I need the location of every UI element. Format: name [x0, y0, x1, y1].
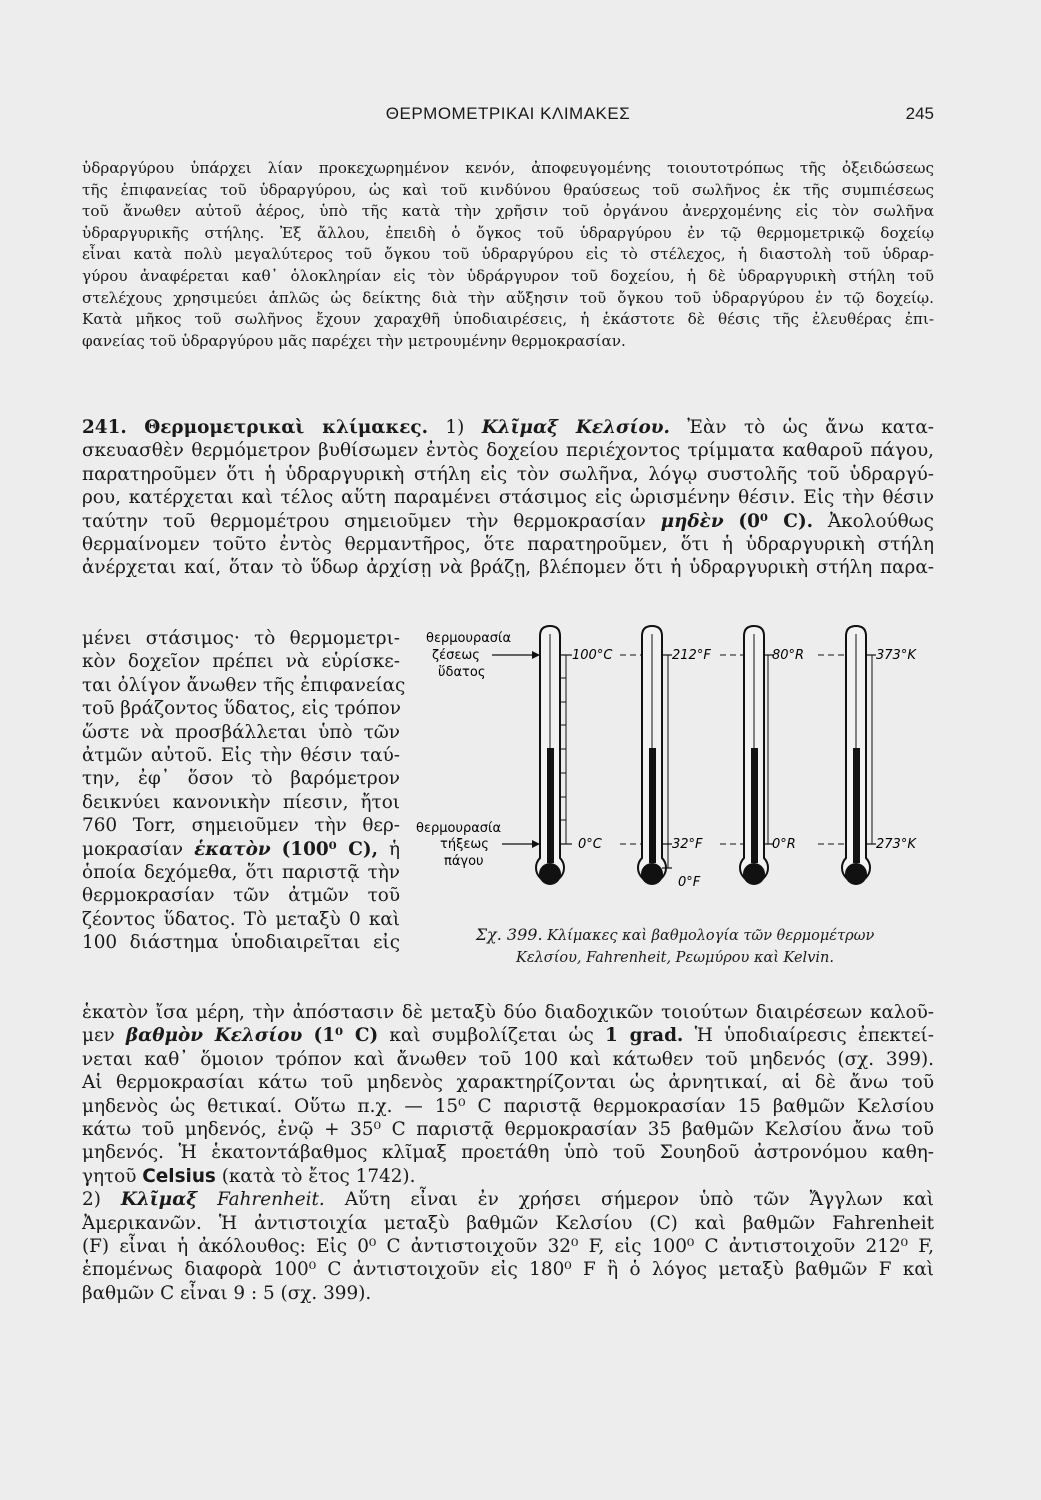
boiling-label-1: θερμουρασία [426, 631, 512, 646]
caption-line [410, 924, 940, 947]
section-heading-line [82, 416, 934, 439]
unit-one-degree: (1⁰ C) [313, 1025, 379, 1047]
text-fragment: μεν [82, 1025, 115, 1047]
text-line: ρου, κατέρχεται καὶ τέλος αὕτη παραμένει στάσιμος εἰς ὡρισμένην θέσιν. Εἰς τὴν θέσιν [82, 487, 934, 509]
fahrenheit-0-mark: 0°F [678, 875, 701, 890]
term-zero: μηδὲν [660, 510, 724, 532]
fahrenheit-212-mark: 212°F [672, 648, 711, 663]
text-line: ὁποία δεχόμεθα, ὅτι παριστᾷ τὴν [82, 862, 400, 884]
section-number: 241. [82, 417, 127, 438]
caption-number: Σχ. 399. [475, 925, 543, 944]
text-line: μηδενὸς ὡς θετικαί. Οὕτω π.χ. — 15⁰ C παριστᾷ θερμοκρασίαν 15 βαθμῶν Κελσίου [82, 1095, 934, 1117]
boiling-arrow-head [532, 651, 540, 659]
text-line: 760 Torr, σημειοῦμεν τὴν θερ- [82, 815, 400, 837]
text-fragment: ἡ [388, 838, 400, 860]
fahrenheit-thermometer [620, 626, 711, 890]
subsection-number: 1) [445, 417, 465, 438]
term-grad: 1 grad. [605, 1025, 684, 1047]
subsection-title: Κλῖμαξ [120, 1189, 198, 1211]
text-fragment: μοκρασίαν [82, 838, 184, 860]
boiling-label-3: ὕδατος [438, 665, 486, 680]
text-line [82, 1165, 934, 1188]
text-fragment: ταύτην τοῦ θερμομέτρου σημειοῦμεν τὴν θερμοκρασίαν [82, 510, 646, 532]
figure-caption [410, 924, 940, 969]
term-hundred: ἑκατὸν [194, 838, 271, 860]
wrapped-column [82, 627, 406, 955]
text-fragment: Ἐὰν τὸ ὡς ἄνω κατα- [687, 417, 934, 438]
kelvin-273-mark: 273°K [876, 837, 916, 852]
thermometer-figure [410, 620, 940, 920]
text-line: στελέχους χρησιμεύει ἁπλῶς ὡς δείκτης διὰ τὴν αὔξησιν τοῦ ὄγκου τοῦ ὑδραργύρου ἐν τῷ δοχείῳ. [82, 288, 934, 307]
term-celsius: Celsius [142, 1165, 216, 1187]
intro-paragraph [82, 158, 934, 352]
text-line [82, 510, 934, 533]
kelvin-thermometer [818, 626, 917, 885]
section-heading: Θερμομετρικαὶ κλίμακες. [144, 417, 429, 438]
celsius-100-mark: 100°C [572, 648, 613, 663]
subsection-number: 2) [82, 1189, 101, 1211]
reaumur-80-mark: 80°R [772, 648, 805, 663]
text-line: κάτω τοῦ μηδενός, ἐνῷ + 35⁰ C παριστᾷ θερμοκρασίαν 35 βαθμῶν Κελσίου ἄνω τοῦ [82, 1119, 934, 1141]
text-line: μένει στάσιμος· τὸ θερμομετρι- [82, 628, 400, 649]
reaumur-thermometer [720, 626, 804, 885]
text-line: τοῦ ἄνωθεν αὐτοῦ ἀέρος, ὑπὸ τῆς κατὰ τὴν χρῆσιν τοῦ ὀργάνου ἀνερχομένης εἰς τὸν σωλῆνα [82, 202, 934, 221]
text-line: ζέοντος ὕδατος. Τὸ μεταξὺ 0 καὶ [82, 908, 400, 930]
text-line [82, 1188, 934, 1211]
text-line: εἶναι κατὰ πολὺ μεγαλύτερος τοῦ ὄγκου τοῦ ὑδραργύρου εἰς τὸ στέλεχος, ἡ διαστολὴ τοῦ ὑδραρ- [82, 245, 934, 264]
text-line: ται ὀλίγον ἄνωθεν τῆς ἐπιφανείας [82, 674, 406, 696]
text-line: νεται καθ᾽ ὅμοιον τρόπον καὶ ἄνωθεν τοῦ 100 καὶ κάτωθεν τοῦ μηδενός (σχ. 399). [82, 1048, 934, 1070]
celsius-0-mark: 0°C [578, 837, 602, 852]
text-line: τοῦ βράζοντος ὕδατος, εἰς τρόπον [82, 698, 401, 720]
text-line: σκευασθὲν θερμόμετρον βυθίσωμεν ἐντὸς δοχείου περιέχοντος τρίμματα καθαροῦ πάγου, [82, 440, 934, 462]
text-line: ἀνέρχεται καί, ὅταν τὸ ὕδωρ ἀρχίσῃ νὰ βράζῃ, βλέπομεν ὅτι ἡ ὑδραργυρικὴ στήλη παρα- [82, 557, 934, 579]
kelvin-373-mark: 373°K [876, 648, 916, 663]
text-fragment: Ἀκολούθως [827, 510, 934, 532]
text-line: ὑδραργύρου ὑπάρχει λίαν προκεχωρημένον κενόν, ἀποφευγομένης τοιουτοτρόπως τῆς ὀξειδώσεως [82, 159, 934, 177]
text-line: δεικνύει κανονικὴν πίεσιν, ἤτοι [82, 791, 400, 813]
celsius-thermometer [536, 626, 613, 885]
text-line: ἑκατὸν ἴσα μέρη, τὴν ἀπόστασιν δὲ μεταξὺ δύο διαδοχικῶν τοιούτων διαιρέσεων καλοῦ- [82, 1002, 934, 1023]
text-line: Αἱ θερμοκρασίαι κάτω τοῦ μηδενὸς χαρακτηρίζονται ὡς ἀρνητικαί, αἱ δὲ ἄνω τοῦ [82, 1072, 934, 1094]
text-line: ἀτμῶν αὐτοῦ. Εἰς τὴν θέσιν ταύ- [82, 745, 400, 767]
running-title: ΘΕΡΜΟΜΕΤΡΙΚΑΙ ΚΛΙΜΑΚΕΣ [385, 104, 631, 123]
text-line: την, ἐφ᾽ ὅσον τὸ βαρόμετρον [82, 768, 400, 790]
term-degree-celsius: βαθμὸν Κελσίου [125, 1025, 303, 1047]
freezing-label-3: πάγου [444, 854, 484, 869]
text-line: θερμοκρασίαν τῶν ἀτμῶν τοῦ [82, 885, 400, 907]
freezing-arrow-head [532, 840, 540, 848]
text-line: (F) εἶναι ἡ ἀκόλουθος: Εἰς 0⁰ C ἀντιστοιχοῦν 32⁰ F, εἰς 100⁰ C ἀντιστοιχοῦν 212⁰ F, [82, 1236, 934, 1258]
reaumur-0-mark: 0°R [772, 837, 796, 852]
unit-hundred: (100⁰ C), [281, 838, 378, 860]
page-number: 245 [905, 104, 934, 123]
text-line: Κατὰ μῆκος τοῦ σωλῆνος ἔχουν χαραχθῆ ὑποδιαιρέσεις, ἡ ἑκάστοτε δὲ θέσις τῆς ἐλευθέρας ἐπι- [82, 310, 934, 329]
text-line: Ἀμερικανῶν. Ἡ ἀντιστοιχία μεταξὺ βαθμῶν Κελσίου (C) καὶ βαθμῶν Fahrenheit [82, 1212, 934, 1234]
text-line: θερμαίνομεν τοῦτο ἐντὸς θερμαντῆρος, ὅτε παρατηροῦμεν, ὅτι ἡ ὑδραργυρικὴ στήλη [82, 534, 934, 556]
text-line: 100 διάστημα ὑποδιαιρεῖται εἰς [82, 932, 400, 954]
text-line: ὑδραργυρικῆς στήλης. Ἐξ ἄλλου, ἐπειδὴ ὁ ὄγκος τοῦ ὑδραργύρου ἐν τῷ θερμομετρικῷ δοχείῳ [82, 223, 934, 242]
caption-line: Κελσίου, Fahrenheit, Ρεωμύρου καὶ Kelvin. [516, 950, 834, 966]
freezing-label-2: τήξεως [440, 837, 489, 852]
text-line: φανείας τοῦ ὑδραργύρου μᾶς παρέχει τὴν μετρουμένην θερμοκρασίαν. [82, 331, 626, 350]
text-line [82, 838, 400, 861]
boiling-label-2: ζέσεως [432, 648, 480, 663]
fahrenheit-32-mark: 32°F [672, 837, 703, 852]
text-line: τῆς ἐπιφανείας τοῦ ὑδραργύρου, ὡς καὶ τοῦ κινδύνου θραύσεως τοῦ σωλῆνος ἐκ τῆς συμπιέσεως [82, 180, 934, 199]
text-fragment: καὶ συμβολίζεται ὡς [389, 1025, 594, 1047]
text-line: ἑπομένως διαφορὰ 100⁰ C ἀντιστοιχοῦν εἰς 180⁰ F ἢ ὁ λόγος μεταξὺ βαθμῶν F καὶ [82, 1259, 934, 1281]
text-line: μηδενός. Ἡ ἑκατοντάβαθμος κλῖμαξ προετάθη ὑπὸ τοῦ Σουηδοῦ ἀστρονόμου καθη- [82, 1142, 934, 1164]
subsection-title: Κλῖμαξ Κελσίου. [481, 417, 670, 438]
term-fahrenheit: Fahrenheit. [217, 1189, 325, 1211]
text-line: παρατηροῦμεν ὅτι ἡ ὑδραργυρικὴ στήλη εἰς τὸν σωλῆνα, λόγῳ συστολῆς τοῦ ὑδραργύ- [82, 463, 934, 485]
text-line: βαθμῶν C εἶναι 9 : 5 (σχ. 399). [82, 1282, 372, 1304]
text-fragment: Αὕτη εἶναι ἐν χρήσει σήμερον ὑπὸ τῶν Ἄγγλων καὶ [344, 1189, 934, 1211]
text-fragment: γητοῦ [82, 1165, 137, 1187]
text-fragment: (κατὰ τὸ ἔτος 1742). [221, 1165, 416, 1187]
section-241 [82, 416, 934, 580]
unit-zero: (0⁰ C). [738, 510, 814, 532]
text-line: ὥστε νὰ προσβάλλεται ὑπὸ τῶν [82, 721, 400, 743]
text-line: γύρου ἀναφέρεται καθ᾽ ὁλοκληρίαν εἰς τὸν ὑδράργυρον τοῦ δοχείου, ἡ δὲ ὑδραργυρικὴ στήλη τοῦ [82, 266, 934, 285]
text-line [82, 1024, 934, 1047]
freezing-label-1: θερμουρασία [416, 821, 502, 836]
text-fragment: Ἡ ὑποδιαίρεσις ἐπεκτεί- [694, 1025, 934, 1047]
text-line: κὸν δοχεῖον πρέπει νὰ εὑρίσκε- [82, 651, 400, 673]
thermometer-diagram [410, 620, 940, 920]
running-header [82, 104, 934, 128]
caption-text: Κλίμακες καὶ βαθμολογία τῶν θερμομέτρων [547, 928, 875, 944]
continued-paragraphs [82, 1001, 934, 1305]
